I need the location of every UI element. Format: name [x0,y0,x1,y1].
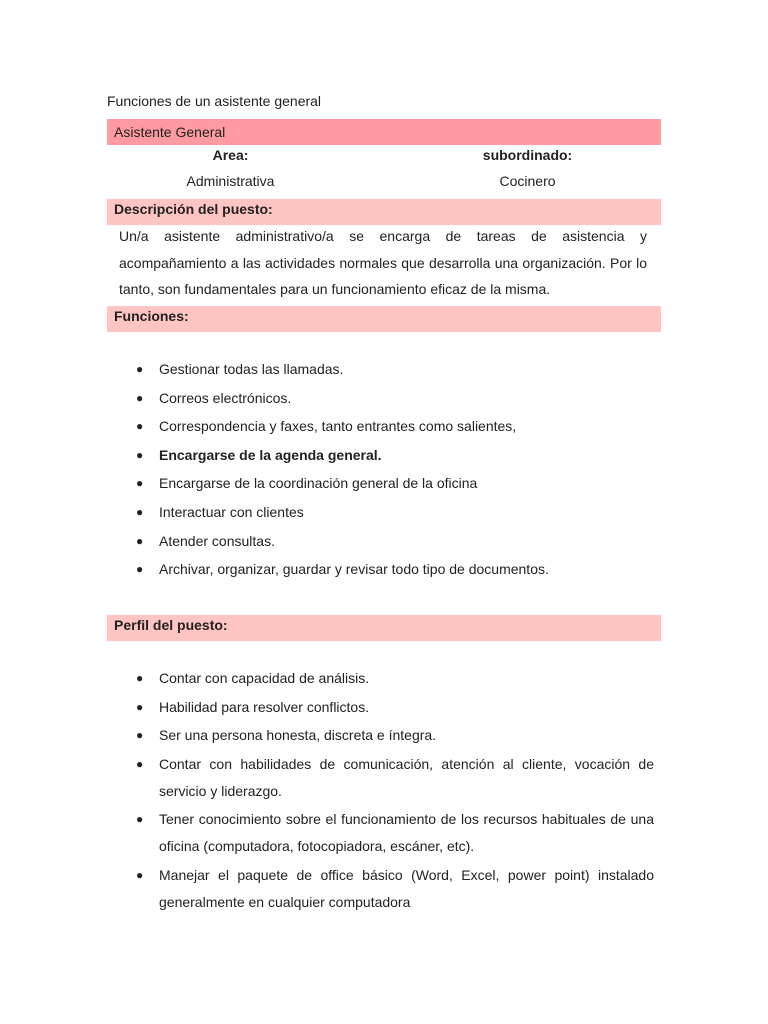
list-item-text: Ser una persona honesta, discreta e íntegra. [159,727,437,744]
list-item-text: Atender consultas. [159,532,275,549]
list-item [136,385,654,412]
list-item-text: Encargarse de la coordinación general de la oficina [159,475,478,492]
list-item-text: Correos electrónicos. [159,389,292,406]
list-item [136,556,654,583]
document-title: Funciones de un asistente general [107,93,322,109]
bullet-icon: ● [136,756,144,771]
list-item [136,413,654,440]
description-text: Un/a asistente administrativo/a se encarga de tareas de asistencia y acompañamiento a las actividades normales que desarrolla una organización. Por lo tanto, son fundamentales para un funcionamiento eficaz de la misma. [119,228,647,297]
list-item-text: Correspondencia y faxes, tanto entrantes como salientes, [159,418,517,435]
list-item-text: Habilidad para resolver conflictos. [159,698,370,715]
list-item [136,499,654,526]
bullet-icon: ● [136,504,144,519]
bullet-icon: ● [136,867,144,882]
description-heading: Descripción del puesto: [114,201,273,217]
subordinate-value: Cocinero [499,173,556,189]
role-title-band [107,119,661,145]
bullet-icon: ● [136,562,144,577]
list-item-text: Tener conocimiento sobre el funcionamiento de los recursos habituales de una oficina (computadora, fotocopiadora, escáner, etc). [159,811,654,855]
bullet-icon: ● [136,447,144,462]
bullet-icon: ● [136,728,144,743]
list-item-text: Contar con habilidades de comunicación, atención al cliente, vocación de servicio y liderazgo. [159,755,654,799]
subordinate-label: subordinado: [482,147,573,163]
list-item-text: Contar con capacidad de análisis. [159,670,370,686]
bullet-icon: ● [136,476,144,491]
description-heading-band [107,199,661,225]
functions-heading-band [107,306,661,332]
profile-heading: Perfil del puesto: [114,617,228,633]
list-item-text: Archivar, organizar, guardar y revisar todo tipo de documentos. [159,561,549,578]
profile-heading-band [107,615,661,641]
bullet-icon: ● [136,812,144,827]
role-info-header-row [107,145,661,171]
list-item [136,862,654,916]
list-item [136,722,654,749]
role-title: Asistente General [114,124,226,140]
bullet-icon: ● [136,533,144,548]
role-info-value-row [107,171,661,197]
list-item-text: Gestionar todas las llamadas. [159,361,344,377]
list-item-text: Interactuar con clientes [159,503,304,520]
list-item [136,751,654,805]
functions-list [136,356,654,585]
bullet-icon: ● [136,419,144,434]
functions-heading: Funciones: [114,308,189,324]
list-item [136,694,654,721]
bullet-icon: ● [136,699,144,714]
bullet-icon: ● [136,390,144,405]
list-item [136,665,654,692]
list-item [136,356,654,383]
list-item-text: Encargarse de la agenda general. [159,446,382,463]
list-item-text: Manejar el paquete de office básico (Word, Excel, power point) instalado generalmente en cualquier computadora [159,866,654,910]
list-item [136,442,654,469]
area-label: Area: [212,147,249,163]
bullet-icon: ● [136,671,144,685]
list-item [136,528,654,555]
profile-list [136,665,654,918]
list-item [136,470,654,497]
bullet-icon: ● [136,362,144,376]
area-value: Administrativa [186,173,275,189]
list-item [136,806,654,860]
